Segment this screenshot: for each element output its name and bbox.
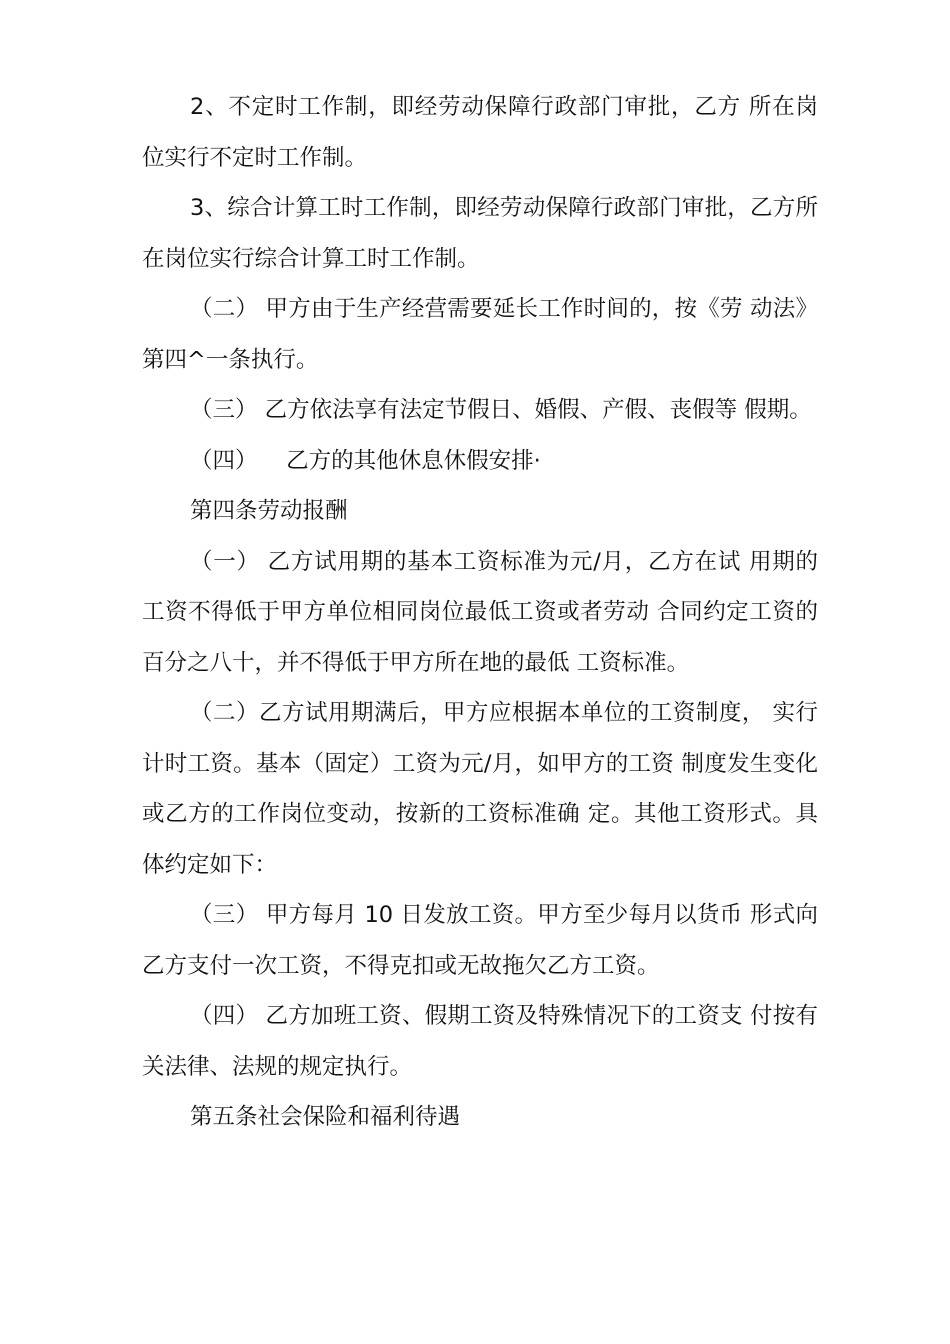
- paragraph-other-leave: （四） 乙方的其他休息休假安排·: [190, 447, 541, 474]
- paragraph-probation-wage: （一） 乙方试用期的基本工资标准为元/月，乙方在试 用期的工资不得低于甲方单位相同岗位最低工资或者劳动 合同约定工资的百分之八十，并不得低于甲方所在地的最低 工资标准。: [142, 548, 818, 676]
- paragraph-overtime-extension: （二） 甲方由于生产经营需要延长工作时间的，按《劳 动法》第四^一条执行。: [142, 296, 818, 373]
- document-body: [142, 82, 818, 1143]
- section-heading-article-4: 第四条劳动报酬: [190, 498, 348, 524]
- paragraph-overtime-pay: （四） 乙方加班工资、假期工资及特殊情况下的工资支 付按有关法律、法规的规定执行。: [142, 1003, 818, 1080]
- paragraph-payday: （三） 甲方每月 10 日发放工资。甲方至少每月以货币 形式向乙方支付一次工资，不得克扣或无故拖欠乙方工资。: [142, 902, 818, 979]
- paragraph-comprehensive-hours: 3、综合计算工时工作制，即经劳动保障行政部门审批，乙方所在岗位实行综合计算工时工作制。: [142, 195, 818, 272]
- paragraph-post-probation-wage: （二）乙方试用期满后，甲方应根据本单位的工资制度， 实行计时工资。基本（固定）工资为元/月，如甲方的工资 制度发生变化或乙方的工作岗位变动，按新的工资标准确 定。其他工资形式。具体约定如下：: [142, 700, 818, 878]
- section-heading-article-5: 第五条社会保险和福利待遇: [190, 1104, 461, 1130]
- paragraph-statutory-holidays: （三） 乙方依法享有法定节假日、婚假、产假、丧假等 假期。: [190, 397, 812, 423]
- paragraph-irregular-hours: 2、不定时工作制，即经劳动保障行政部门审批，乙方 所在岗位实行不定时工作制。: [142, 94, 818, 171]
